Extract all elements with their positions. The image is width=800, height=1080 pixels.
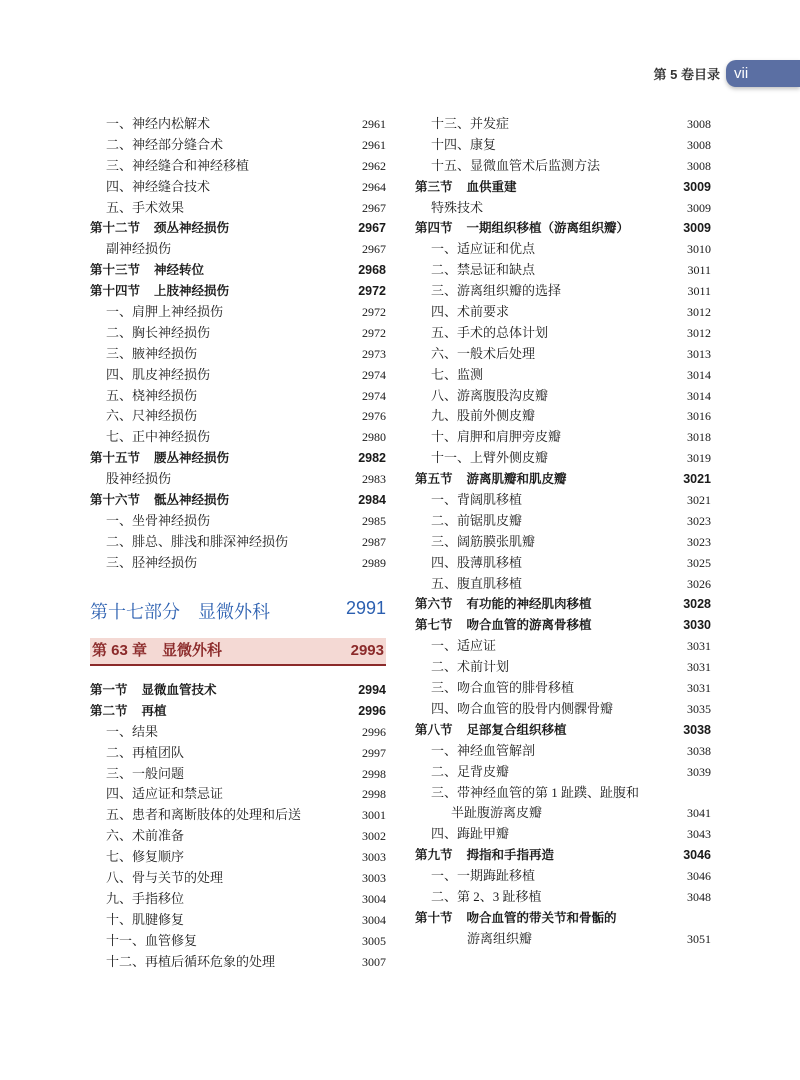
toc-page-number: 3002: [362, 829, 386, 844]
toc-page-number: 3012: [687, 325, 711, 340]
toc-section-number: 第九节: [415, 848, 453, 863]
toc-entry-title: 三、阔筋膜张肌瓣: [431, 533, 536, 549]
toc-section-title: 有功能的神经肌肉移植: [466, 597, 592, 612]
toc-page-number: 3038: [683, 722, 711, 737]
toc-entry-title: 五、手术效果: [106, 199, 185, 215]
toc-entry-row: [415, 741, 711, 762]
toc-entry-row: [90, 239, 386, 260]
toc-entry-row: [90, 511, 386, 532]
toc-section-heading: [415, 615, 592, 636]
toc-entry-title: 十三、并发症: [431, 116, 510, 131]
toc-entry-row: [90, 114, 386, 135]
toc-entry-title: 十、肌腱修复: [106, 911, 185, 927]
toc-entry-row: [415, 887, 711, 908]
toc-left-column-chapter: [90, 680, 386, 972]
toc-page-number: 3031: [687, 681, 711, 696]
toc-entry-row: [415, 386, 711, 407]
toc-section-number: 第一节: [90, 683, 128, 697]
toc-section-title: 腰丛神经损伤: [154, 451, 230, 466]
toc-page-number: 3026: [687, 576, 711, 591]
toc-page-number: 3007: [362, 954, 386, 969]
toc-page-number: 3009: [683, 221, 711, 236]
toc-entry-title: 四、肌皮神经损伤: [106, 366, 211, 382]
toc-entry-row: [90, 553, 386, 574]
toc-entry-title: 半趾腹游离皮瓣: [451, 805, 543, 821]
toc-entry-title: 游离组织瓣: [467, 930, 533, 946]
toc-section-number: 第四节: [415, 221, 453, 236]
toc-section-number: 第三节: [415, 179, 453, 194]
toc-section-row: [415, 908, 711, 929]
toc-page-number: 3004: [362, 891, 386, 906]
toc-entry-row: [90, 847, 386, 868]
toc-page-number: 3023: [687, 513, 711, 528]
toc-page-number: 2994: [358, 683, 386, 697]
toc-section-title: 足部复合组织移植: [466, 722, 567, 737]
toc-entry-row: [415, 365, 711, 386]
toc-entry-title: 六、尺神经损伤: [106, 408, 198, 424]
toc-entry-row: [415, 406, 711, 427]
toc-section-heading: [90, 701, 167, 722]
toc-entry-row: [415, 824, 711, 845]
toc-page-number: 3010: [687, 242, 711, 257]
toc-entry-title: 九、股前外侧皮瓣: [431, 408, 536, 424]
toc-entry-row: [415, 344, 711, 365]
toc-page-number: 2989: [362, 555, 386, 570]
toc-section-row: [415, 845, 711, 866]
toc-section-number: 第十三节: [90, 263, 141, 278]
toc-section-row: [415, 177, 711, 198]
toc-section-heading: [90, 448, 229, 469]
toc-section-title: 再植: [141, 703, 167, 718]
toc-page-number: 2964: [362, 179, 386, 194]
toc-entry-title: 四、神经缝合技术: [106, 178, 211, 194]
toc-page-number: 3021: [683, 472, 711, 487]
toc-entry-row: [90, 135, 386, 156]
toc-page-number: 3016: [687, 409, 711, 424]
toc-section-row: [90, 281, 386, 302]
chapter-title: 第 63 章 显微外科: [92, 642, 223, 659]
toc-entry-row: [90, 722, 386, 743]
toc-page-number: 3011: [687, 263, 711, 278]
toc-page-number: 3018: [687, 430, 711, 445]
toc-entry-title: 一、神经内松解术: [106, 116, 211, 131]
toc-page-number: 3011: [687, 284, 711, 299]
toc-entry-row: [415, 532, 711, 553]
toc-entry-title: 二、神经部分缝合术: [106, 136, 224, 152]
toc-entry-row: [90, 177, 386, 198]
page-number-tab: vii: [726, 60, 800, 87]
toc-entry-title: 十、肩胛和肩胛旁皮瓣: [431, 429, 562, 445]
toc-page-number: 3014: [687, 367, 711, 382]
toc-section-heading: [90, 218, 229, 239]
toc-page-number: 2961: [362, 117, 386, 131]
toc-page-number: 2962: [362, 158, 386, 173]
toc-page-number: 3025: [687, 555, 711, 570]
toc-section-title: 显微血管技术: [141, 683, 217, 697]
toc-section-number: 第五节: [415, 472, 453, 487]
toc-entry-row: [415, 302, 711, 323]
toc-entry-row: [415, 427, 711, 448]
toc-entry-title: 十二、再植后循环危象的处理: [106, 953, 276, 969]
toc-entry-row: [90, 532, 386, 553]
toc-section-heading: [90, 281, 229, 302]
toc-entry-row: [415, 866, 711, 887]
toc-entry-row: [415, 657, 711, 678]
toc-page-number: 3014: [687, 388, 711, 403]
toc-entry-title: 特殊技术: [431, 199, 484, 215]
toc-entry-row: [90, 889, 386, 910]
toc-section-heading: [90, 260, 204, 281]
toc-entry-title: 八、骨与关节的处理: [106, 870, 224, 886]
toc-entry-row: [90, 323, 386, 344]
toc-entry-row: [90, 910, 386, 931]
toc-entry-row: [90, 952, 386, 973]
toc-entry-row: [90, 344, 386, 365]
part-page: 2991: [345, 598, 386, 618]
toc-page-number: 3008: [687, 137, 711, 152]
toc-entry-row: [415, 490, 711, 511]
toc-page-number: 2980: [362, 430, 386, 445]
toc-entry-row: [90, 302, 386, 323]
toc-page-number: 3003: [362, 871, 386, 886]
toc-entry-title: 十一、上臂外侧皮瓣: [431, 450, 549, 466]
toc-section-title: 吻合血管的游离骨移植: [466, 618, 592, 633]
toc-entry-row: [90, 156, 386, 177]
toc-entry-row: [90, 386, 386, 407]
toc-section-title: 游离肌瓣和肌皮瓣: [466, 472, 567, 487]
toc-entry-title: 十四、康复: [431, 136, 497, 152]
toc-entry-row: [415, 239, 711, 260]
toc-section-title: 骶丛神经损伤: [154, 493, 230, 508]
toc-section-heading: [415, 594, 592, 615]
toc-entry-row: [415, 574, 711, 595]
part-heading: [90, 598, 386, 624]
toc-entry-title: 五、患者和离断肢体的处理和后送: [106, 807, 302, 823]
toc-section-row: [90, 260, 386, 281]
toc-entry-row: [90, 784, 386, 805]
toc-section-number: 第十六节: [90, 493, 141, 508]
toc-page-number: 2996: [358, 703, 386, 718]
toc-entry-title: 七、监测: [431, 366, 484, 382]
toc-section-title: 血供重建: [466, 179, 517, 194]
toc-page-number: 3046: [687, 869, 711, 884]
toc-entry-row: [415, 135, 711, 156]
toc-page-number: 2973: [362, 346, 386, 361]
toc-entry-row: [90, 868, 386, 889]
toc-entry-title: 二、再植团队: [106, 744, 185, 760]
toc-entry-row: [415, 448, 711, 469]
toc-section-row: [415, 469, 711, 490]
toc-section-number: 第七节: [415, 618, 453, 633]
toc-section-heading: [415, 177, 517, 198]
toc-page-number: 3019: [687, 451, 711, 466]
toc-entry-title: 七、正中神经损伤: [106, 429, 211, 445]
toc-entry-title: 三、带神经血管的第 1 趾蹼、趾腹和: [431, 784, 640, 800]
toc-page-number: 2983: [362, 472, 386, 487]
toc-section-row: [90, 218, 386, 239]
chapter-heading: [90, 638, 386, 666]
toc-entry-row: [90, 198, 386, 219]
toc-entry-row: [90, 931, 386, 952]
toc-entry-title: 二、前锯肌皮瓣: [431, 512, 523, 528]
toc-page-number: 2967: [358, 221, 386, 236]
toc-page-number: 2998: [362, 766, 386, 781]
toc-page-number: 3013: [687, 346, 711, 361]
toc-entry-title: 三、吻合血管的腓骨移植: [431, 680, 575, 696]
toc-entry-title: 五、桡神经损伤: [106, 387, 198, 403]
toc-entry-title: 股神经损伤: [106, 471, 172, 487]
toc-page-number: 2997: [362, 745, 386, 760]
toc-entry-row: [90, 764, 386, 785]
toc-entry-title: 二、胸长神经损伤: [106, 324, 211, 340]
toc-page-number: 3023: [687, 534, 711, 549]
toc-entry-title: 五、手术的总体计划: [431, 324, 549, 340]
toc-entry-title: 三、一般问题: [106, 765, 185, 781]
toc-section-heading: [415, 218, 629, 239]
toc-section-title: 颈丛神经损伤: [154, 221, 230, 236]
toc-entry-row: [415, 260, 711, 281]
toc-section-number: 第十四节: [90, 284, 141, 299]
toc-page-number: 3031: [687, 639, 711, 654]
toc-page-number: 2967: [362, 200, 386, 215]
toc-entry-title: 四、踇趾甲瓣: [431, 826, 510, 842]
toc-page-number: 3048: [687, 889, 711, 904]
toc-entry-title: 六、一般术后处理: [431, 345, 536, 361]
toc-page-number: 2987: [362, 534, 386, 549]
toc-page-number: 3051: [687, 931, 711, 946]
toc-entry-title: 一、坐骨神经损伤: [106, 512, 211, 528]
toc-entry-row: [90, 805, 386, 826]
toc-page-number: 3003: [362, 850, 386, 865]
toc-section-heading: [415, 469, 567, 490]
toc-entry-title: 一、适应证: [431, 638, 497, 654]
toc-entry-row: [415, 699, 711, 720]
toc-entry-title: 四、适应证和禁忌证: [106, 786, 224, 802]
toc-page-number: 2968: [358, 263, 386, 278]
toc-entry-row: [90, 365, 386, 386]
toc-entry-title: 一、适应证和优点: [431, 241, 536, 257]
toc-section-number: 第十五节: [90, 451, 141, 466]
toc-section-title: 一期组织移植（游离组织瓣）: [466, 221, 630, 236]
toc-section-row: [90, 448, 386, 469]
toc-entry-row: [415, 678, 711, 699]
part-title: 第十七部分 显微外科: [90, 602, 270, 622]
toc-page-number: 3021: [687, 493, 711, 508]
toc-page-number: 2972: [358, 284, 386, 299]
toc-entry-row: [415, 281, 711, 302]
toc-page-number: 2976: [362, 409, 386, 424]
toc-page-number: 2996: [362, 724, 386, 739]
toc-entry-row: [415, 803, 711, 824]
toc-entry-row: [415, 156, 711, 177]
toc-page-number: 3005: [362, 933, 386, 948]
toc-entry-title: 九、手指移位: [106, 890, 185, 906]
toc-entry-title: 副神经损伤: [106, 241, 172, 257]
toc-section-row: [90, 490, 386, 511]
toc-page-number: 3030: [683, 618, 711, 633]
toc-page-number: 3028: [683, 597, 711, 612]
toc-page-number: 3009: [683, 179, 711, 194]
toc-page-number: 2974: [362, 388, 386, 403]
toc-section-row: [90, 701, 386, 722]
toc-section-number: 第十节: [415, 910, 453, 925]
toc-section-row: [415, 615, 711, 636]
toc-entry-title: 十五、显微血管术后监测方法: [431, 157, 601, 173]
toc-entry-title: 七、修复顺序: [106, 849, 185, 865]
toc-entry-title: 一、结果: [106, 723, 159, 739]
toc-right-column: [415, 114, 711, 950]
toc-section-title: 神经转位: [154, 263, 205, 278]
toc-section-heading: [90, 680, 217, 701]
toc-entry-row: [90, 406, 386, 427]
toc-entry-title: 二、足背皮瓣: [431, 763, 510, 779]
toc-section-row: [415, 218, 711, 239]
toc-entry-title: 二、第 2、3 趾移植: [431, 888, 542, 904]
toc-section-number: 第八节: [415, 722, 453, 737]
toc-page-number: 2972: [362, 325, 386, 340]
toc-section-row: [415, 720, 711, 741]
toc-entry-row: [415, 929, 711, 950]
toc-section-title: 拇指和手指再造: [466, 848, 555, 863]
toc-entry-title: 六、术前准备: [106, 828, 185, 844]
toc-entry-title: 三、神经缝合和神经移植: [106, 157, 250, 173]
toc-page-number: 3046: [683, 848, 711, 863]
toc-page-number: 3039: [687, 764, 711, 779]
toc-page-number: 3031: [687, 660, 711, 675]
toc-page-number: 3043: [687, 827, 711, 842]
toc-page-number: 3004: [362, 912, 386, 927]
toc-entry-row: [90, 743, 386, 764]
volume-contents-label: 第 5 卷目录: [653, 67, 720, 82]
toc-section-number: 第十二节: [90, 221, 141, 236]
toc-entry-title: 二、禁忌证和缺点: [431, 262, 536, 278]
toc-entry-row: [415, 198, 711, 219]
toc-entry-title: 四、术前要求: [431, 304, 510, 320]
toc-entry-row: [90, 826, 386, 847]
toc-entry-title: 三、游离组织瓣的选择: [431, 283, 562, 299]
toc-page-number: 2974: [362, 367, 386, 382]
chapter-page: 2993: [350, 642, 384, 659]
toc-entry-title: 一、一期踇趾移植: [431, 868, 536, 884]
toc-entry-title: 三、腋神经损伤: [106, 345, 198, 361]
toc-page-number: 2984: [358, 493, 386, 508]
toc-entry-row: [415, 114, 711, 135]
toc-page-number: 3012: [687, 305, 711, 320]
toc-entry-title: 四、吻合血管的股骨内侧髁骨瓣: [431, 700, 614, 716]
toc-page-number: 3008: [687, 158, 711, 173]
toc-section-number: 第二节: [90, 703, 128, 718]
toc-entry-row: [415, 783, 711, 804]
toc-page-number: 2972: [362, 305, 386, 320]
toc-entry-title: 五、腹直肌移植: [431, 575, 523, 591]
toc-entry-title: 二、腓总、腓浅和腓深神经损伤: [106, 533, 289, 549]
toc-section-title: 吻合血管的带关节和骨骺的: [466, 910, 617, 925]
toc-page-number: 3008: [687, 117, 711, 131]
toc-entry-row: [415, 323, 711, 344]
toc-section-title: 上肢神经损伤: [154, 284, 230, 299]
toc-entry-title: 八、游离腹股沟皮瓣: [431, 387, 549, 403]
toc-page-number: 2998: [362, 787, 386, 802]
toc-entry-title: 三、胫神经损伤: [106, 554, 198, 570]
toc-entry-title: 四、股薄肌移植: [431, 554, 523, 570]
toc-section-heading: [90, 490, 229, 511]
toc-section-heading: [415, 720, 567, 741]
toc-page-number: 2961: [362, 137, 386, 152]
toc-section-row: [90, 680, 386, 701]
toc-page-number: 3035: [687, 701, 711, 716]
toc-entry-title: 一、背阔肌移植: [431, 492, 523, 508]
toc-entry-title: 一、肩胛上神经损伤: [106, 304, 224, 320]
toc-left-column: [90, 114, 386, 574]
toc-entry-title: 十一、血管修复: [106, 932, 198, 948]
toc-entry-row: [90, 427, 386, 448]
toc-page-number: 2982: [358, 451, 386, 466]
toc-entry-row: [415, 636, 711, 657]
toc-section-number: 第六节: [415, 597, 453, 612]
toc-page-number: 2985: [362, 513, 386, 528]
toc-page-number: 2967: [362, 242, 386, 257]
toc-entry-title: 二、术前计划: [431, 659, 510, 675]
toc-page-number: 3041: [687, 806, 711, 821]
toc-entry-title: 一、神经血管解剖: [431, 742, 536, 758]
toc-entry-row: [415, 553, 711, 574]
toc-section-heading: [415, 845, 554, 866]
toc-page-number: 3009: [687, 200, 711, 215]
toc-entry-row: [90, 469, 386, 490]
toc-entry-row: [415, 762, 711, 783]
toc-entry-row: [415, 511, 711, 532]
toc-page-number: 3038: [687, 743, 711, 758]
toc-section-heading: [415, 908, 617, 929]
toc-page-number: 3001: [362, 808, 386, 823]
toc-section-row: [415, 594, 711, 615]
